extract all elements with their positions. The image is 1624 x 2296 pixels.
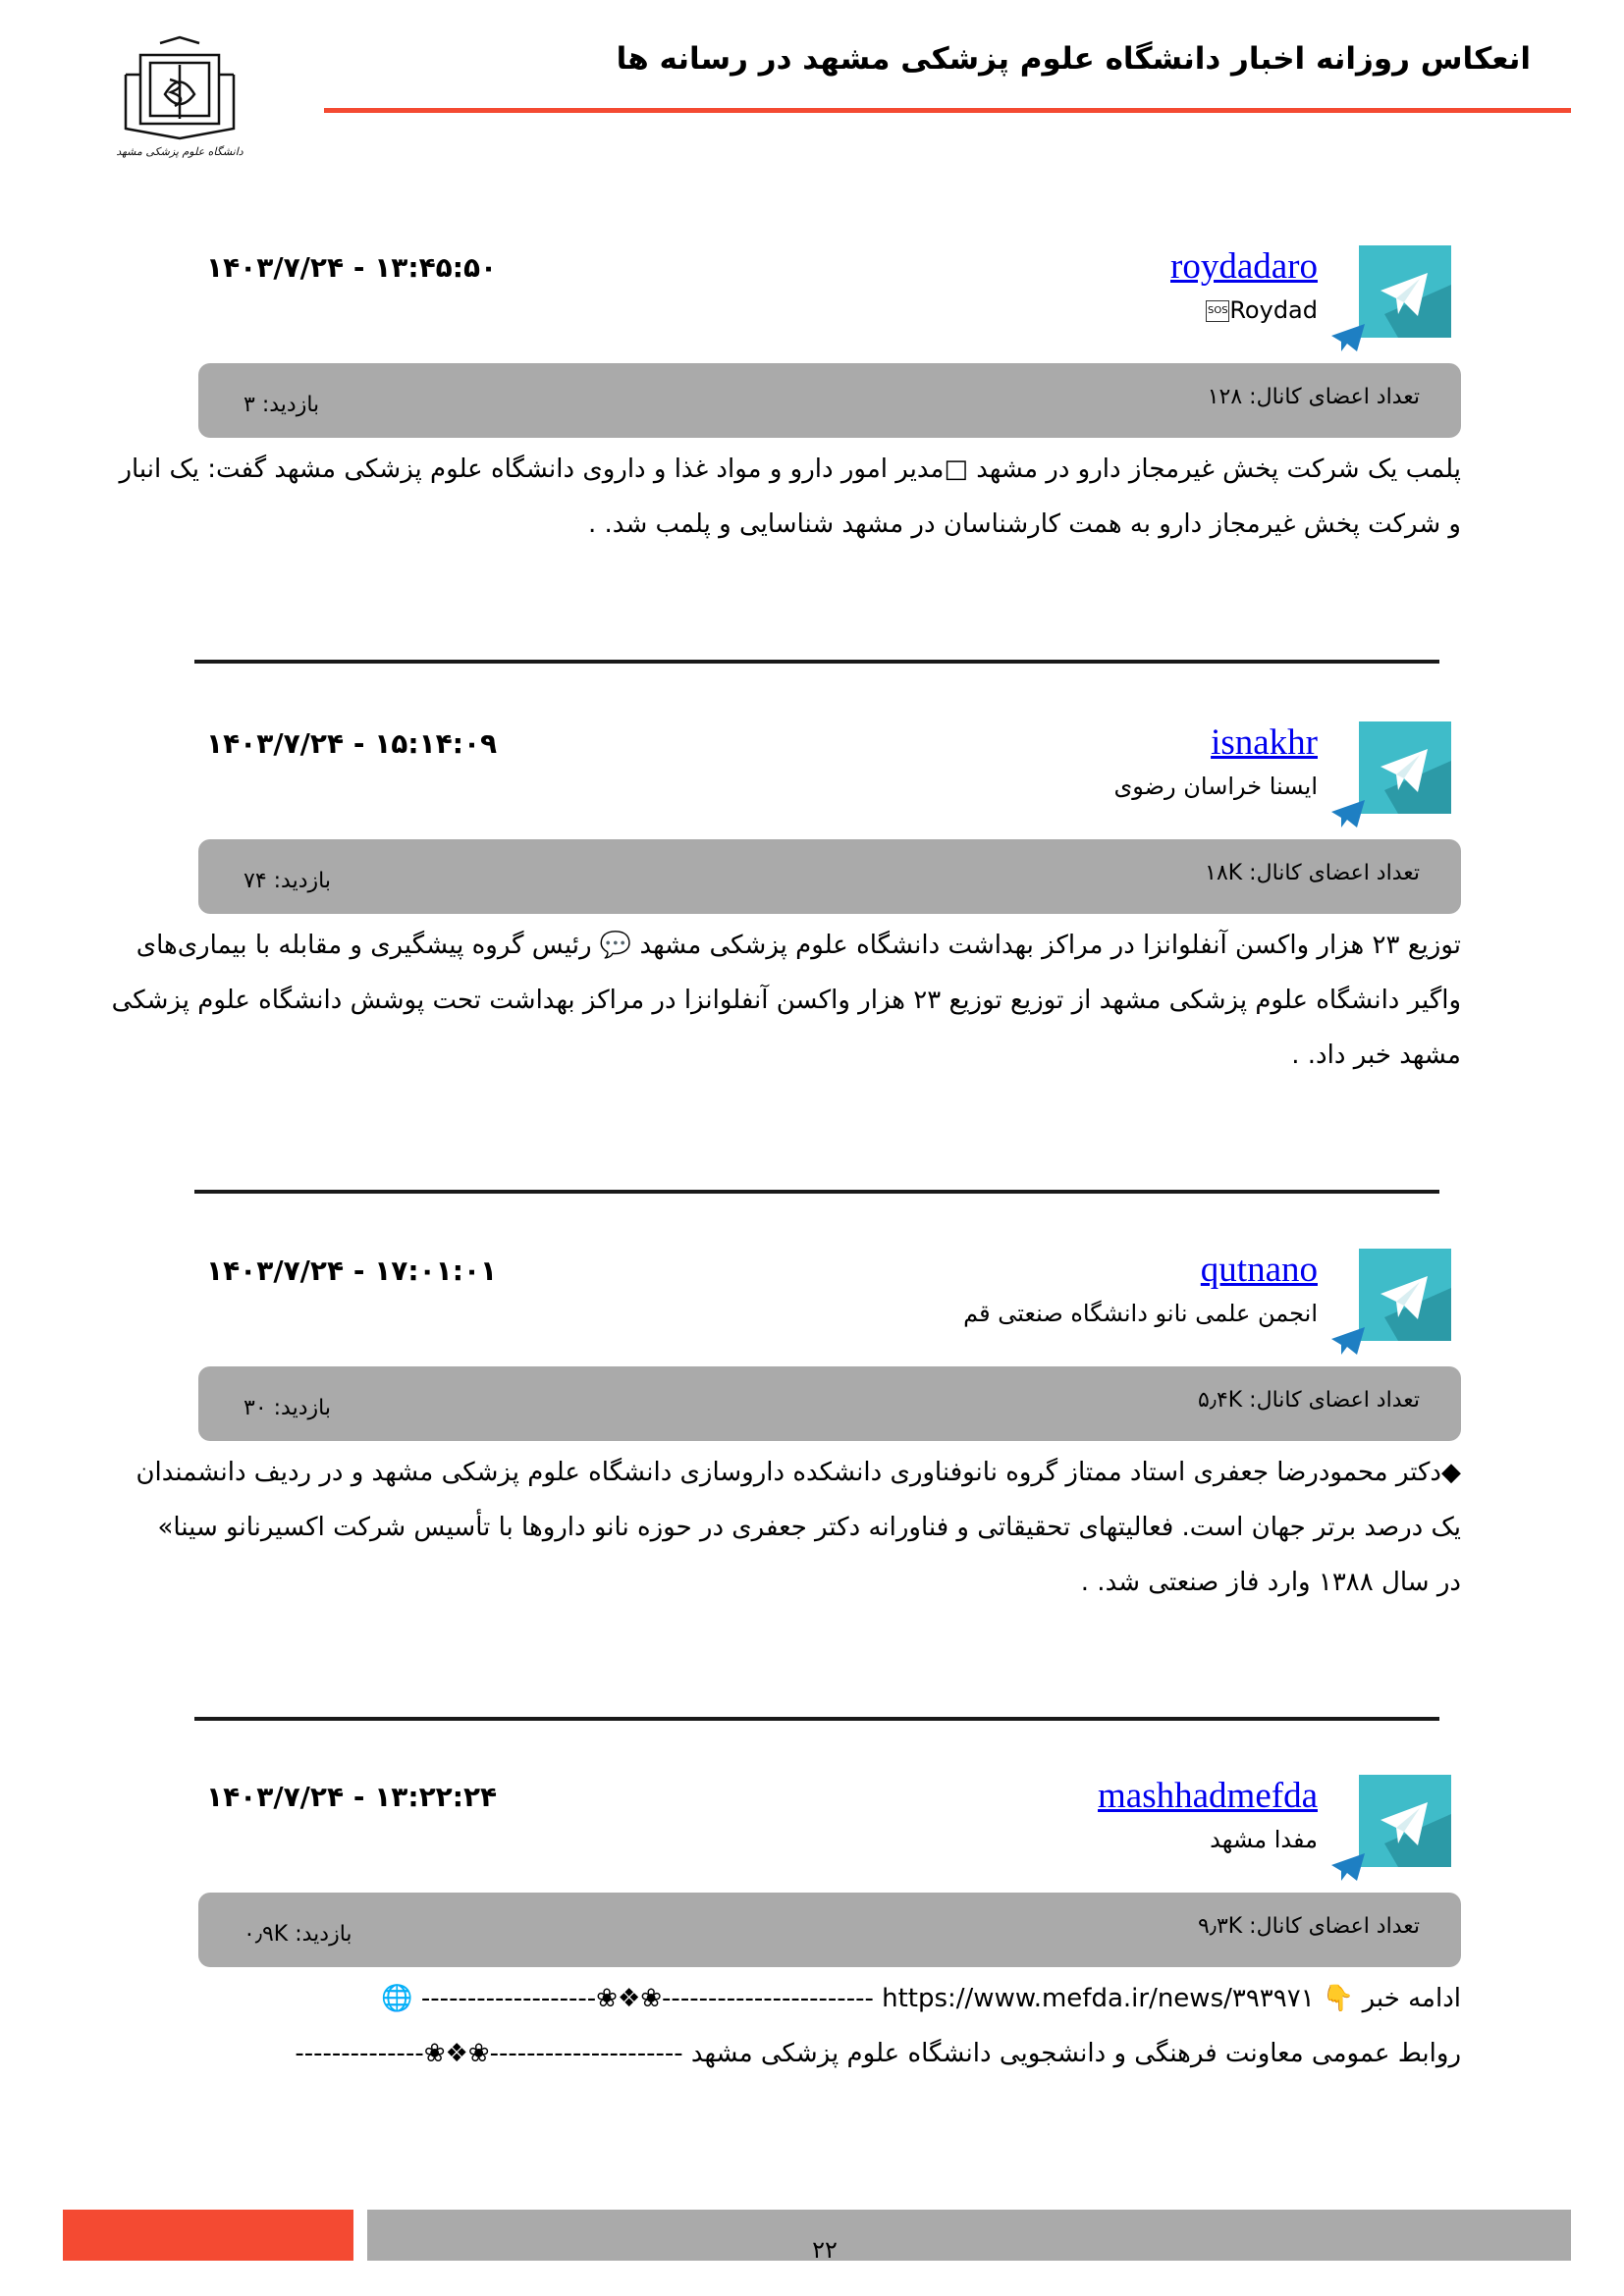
- channel-stats-bar: [198, 839, 1461, 914]
- telegram-small-icon: [1329, 322, 1367, 353]
- channel-name: [1202, 296, 1318, 324]
- post-datetime: ۱۴۰۳/۷/۲۴ - ۱۵:۱۴:۰۹: [206, 727, 498, 760]
- post-text-line: روابط عمومی معاونت فرهنگی و دانشجویی دانشگاه علوم پزشکی مشهد ---------------------❀❖❀--------------: [295, 2039, 1461, 2068]
- post-text-line: در سال ۱۳۸۸ وارد فاز صنعتی شد. .: [1080, 1568, 1461, 1597]
- logo-caption: دانشگاه علوم پزشکی مشهد: [116, 145, 244, 158]
- post-text: [111, 918, 1461, 1083]
- members-count: تعداد اعضای کانال: ۱۲۸: [1207, 385, 1420, 409]
- members-count: تعداد اعضای کانال: ۱۸K: [1205, 861, 1420, 885]
- views-count: بازدید: ۳: [244, 393, 320, 417]
- channel-stats-bar: [198, 363, 1461, 438]
- telegram-icon: [1359, 721, 1451, 814]
- sos-badge: SOS: [1206, 300, 1229, 322]
- post-text-line: واگیر دانشگاه علوم پزشکی مشهد از توزیع توزیع ۲۳ هزار واکسن آنفلوانزا در مراکز بهداشت تحت پوشش دانشگاه علوم پزشکی: [111, 986, 1461, 1015]
- views-count: بازدید: ۷۴: [244, 869, 331, 893]
- post-separator: [194, 660, 1439, 664]
- post-text: [119, 442, 1461, 552]
- channel-name: ایسنا خراسان رضوی: [1113, 773, 1318, 800]
- post-text-line: توزیع ۲۳ هزار واکسن آنفلوانزا در مراکز بهداشت دانشگاه علوم پزشکی مشهد 💬 رئیس گروه پیشگیری و مقابله با بیماری‌های: [135, 931, 1461, 960]
- channel-name-text: Roydad: [1229, 296, 1318, 324]
- post-text-line: یک درصد برتر جهان است. فعالیتهای تحقیقاتی و فناورانه دکتر جعفری در حوزه نانو داروها با تأسیس شرکت اکسیرنانو سینا»: [157, 1513, 1461, 1542]
- post-separator: [194, 1190, 1439, 1194]
- telegram-small-icon: [1329, 798, 1367, 829]
- channel-handle-link[interactable]: qutnano: [1200, 1250, 1318, 1290]
- views-count: بازدید: ۳۰: [244, 1396, 331, 1420]
- members-count: تعداد اعضای کانال: ۵٫۴K: [1197, 1388, 1420, 1413]
- footer-accent-bar: [63, 2210, 353, 2261]
- channel-stats-bar: [198, 1893, 1461, 1967]
- footer-bar: [367, 2210, 1571, 2261]
- telegram-small-icon: [1329, 1851, 1367, 1883]
- post-datetime: ۱۴۰۳/۷/۲۴ - ۱۳:۴۵:۵۰: [206, 251, 498, 284]
- university-logo: [106, 35, 253, 163]
- post-datetime: ۱۴۰۳/۷/۲۴ - ۱۷:۰۱:۰۱: [206, 1255, 498, 1287]
- channel-name: مفدا مشهد: [1210, 1826, 1318, 1853]
- channel-handle-link[interactable]: roydadaro: [1170, 246, 1318, 287]
- page-number: ۲۲: [812, 2236, 838, 2264]
- views-count: بازدید: ۰٫۹K: [244, 1922, 352, 1947]
- post-text-line: و شرکت پخش غیرمجاز دارو به همت کارشناسان در مشهد شناسایی و پلمب شد. .: [588, 509, 1461, 539]
- channel-handle-link[interactable]: isnakhr: [1211, 722, 1318, 763]
- post-text-line[interactable]: ادامه خبر 👇 https://www.mefda.ir/news/۳۹۳۹۷۱ -----------------------❀❖❀------------------- 🌐: [381, 1984, 1461, 2013]
- post-text: [135, 1445, 1461, 1610]
- channel-name: انجمن علمی نانو دانشگاه صنعتی قم: [963, 1300, 1318, 1327]
- telegram-icon: [1359, 1775, 1451, 1867]
- telegram-icon: [1359, 245, 1451, 338]
- post-text-line: پلمب یک شرکت پخش غیرمجاز دارو در مشهد □مدیر امور دارو و مواد غذا و داروی دانشگاه علوم پزشکی مشهد گفت: یک انبار: [119, 454, 1461, 484]
- post-datetime: ۱۴۰۳/۷/۲۴ - ۱۳:۲۲:۲۴: [206, 1781, 498, 1813]
- channel-handle-link[interactable]: mashhadmefda: [1098, 1776, 1318, 1816]
- post-text-line: ◆دکتر محمودرضا جعفری استاد ممتاز گروه نانوفناوری دانشکده داروسازی دانشگاه علوم پزشکی مشهد و در ردیف دانشمندان: [135, 1458, 1461, 1487]
- post-text-line: مشهد خبر داد. .: [1291, 1041, 1461, 1070]
- channel-stats-bar: [198, 1366, 1461, 1441]
- page-title: انعکاس روزانه اخبار دانشگاه علوم پزشکی مشهد در رسانه ها: [616, 41, 1531, 77]
- post-text: [198, 1971, 1461, 2081]
- telegram-icon: [1359, 1249, 1451, 1341]
- post-separator: [194, 1717, 1439, 1721]
- telegram-small-icon: [1329, 1325, 1367, 1357]
- header-rule: [324, 108, 1571, 113]
- members-count: تعداد اعضای کانال: ۹٫۳K: [1197, 1914, 1420, 1939]
